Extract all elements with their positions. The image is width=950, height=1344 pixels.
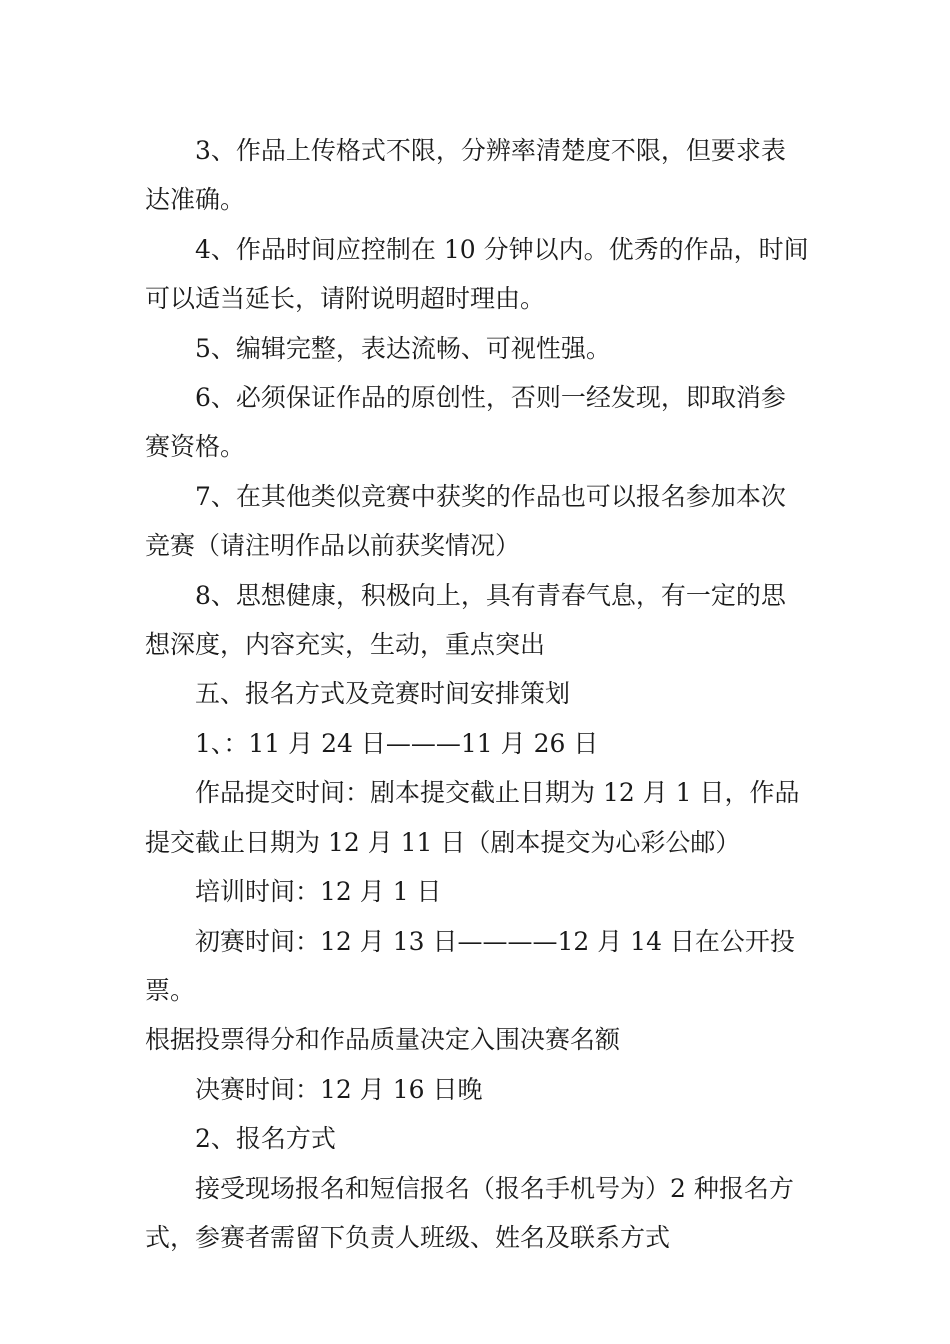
paragraph-5: 5、编辑完整，表达流畅、可视性强。 [195, 333, 611, 363]
final-time: 决赛时间：12 月 16 日晚 [195, 1074, 483, 1104]
registration-method-heading: 2、报名方式 [195, 1124, 336, 1154]
paragraph-6: 6、必须保证作品的原创性，否则一经发现，即取消参 赛资格。 [145, 383, 786, 462]
registration-method-detail: 接受现场报名和短信报名（报名手机号为）2 种报名方 式，参赛者需留下负责人班级、姓名及联系方式 [145, 1173, 794, 1252]
paragraph-4: 4、作品时间应控制在 10 分钟以内。优秀的作品，时间 可以适当延长，请附说明超时理由。 [145, 234, 809, 314]
training-time: 培训时间：12 月 1 日 [195, 877, 442, 907]
preliminary-time: 初赛时间：12 月 13 日————12 月 14 日在公开投票。 根据投票得分和作品质量决定入围决赛名额 [145, 926, 795, 1055]
paragraph-8: 8、思想健康，积极向上，具有青春气息，有一定的思 想深度，内容充实，生动，重点突出 [145, 580, 786, 660]
section-heading-5: 五、报名方式及竞赛时间安排策划 [195, 679, 571, 709]
paragraph-3: 3、作品上传格式不限，分辨率清楚度不限，但要求表 达准确。 [145, 136, 786, 215]
submission-deadline: 作品提交时间：剧本提交截止日期为 12 月 1 日，作品 提交截止日期为 12 月 11 日（剧本提交为心彩公邮） [145, 778, 800, 857]
registration-period: 1、：11 月 24 日———11 月 26 日 [195, 728, 599, 758]
document-body [145, 126, 825, 1262]
paragraph-7: 7、在其他类似竞赛中获奖的作品也可以报名参加本次 竞赛（请注明作品以前获奖情况） [145, 481, 786, 561]
